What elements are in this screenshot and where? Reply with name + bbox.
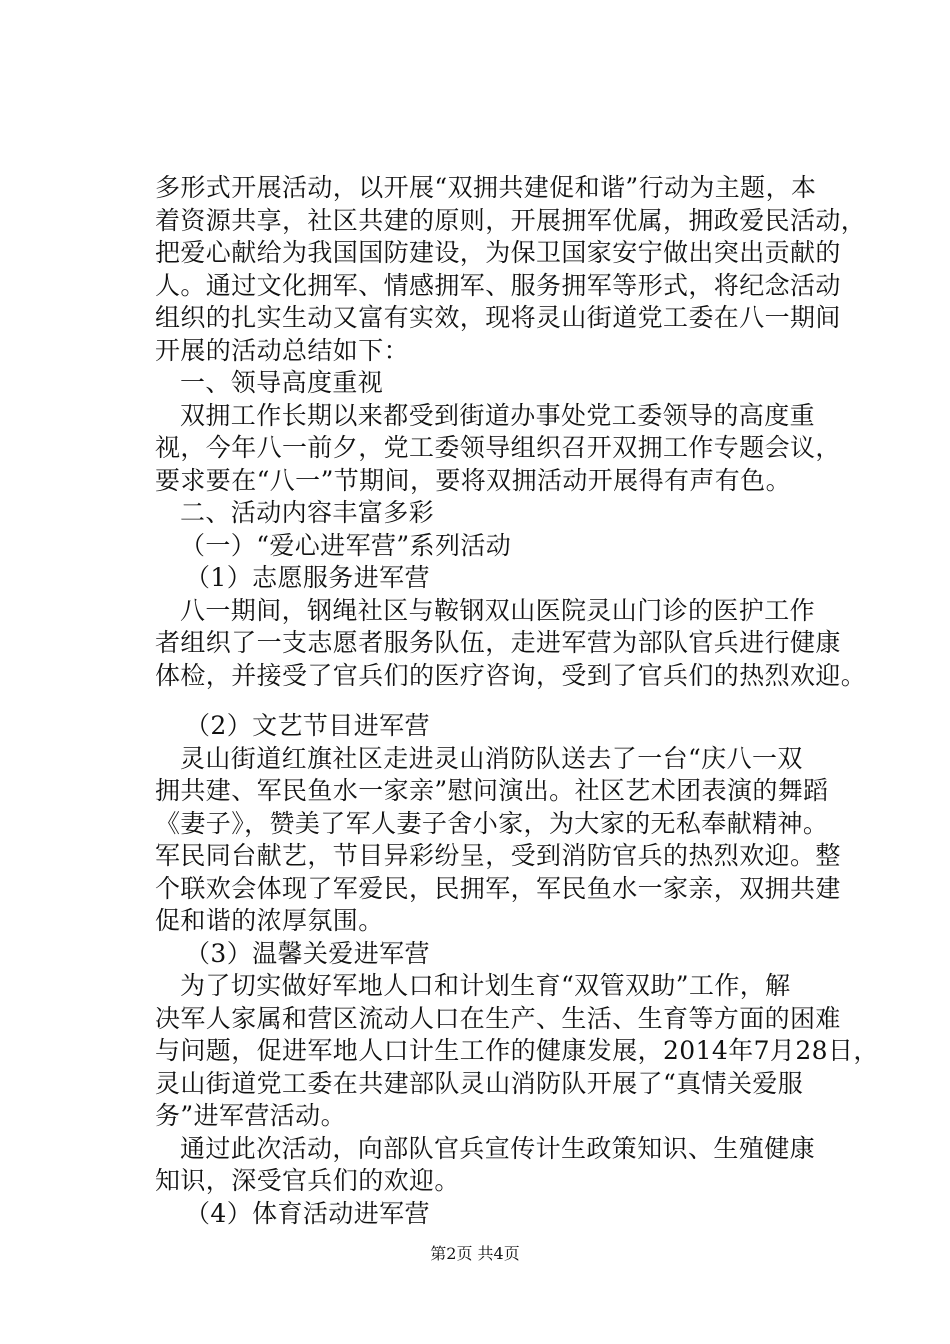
paragraph-line: 决军人家属和营区流动人口在生产、生活、生育等方面的困难 — [155, 1003, 841, 1033]
paragraph-line: 个联欢会体现了军爱民，民拥军，军民鱼水一家亲，双拥共建 — [155, 873, 841, 903]
paragraph-line: 着资源共享，社区共建的原则，开展拥军优属，拥政爱民活动， — [155, 205, 867, 235]
paragraph-line: 视，今年八一前夕，党工委领导组织召开双拥工作专题会议， — [155, 433, 841, 462]
paragraph-line: 知识，深受官兵们的欢迎。 — [155, 1166, 460, 1195]
paragraph-line: 多形式开展活动，以开展“双拥共建促和谐”行动为主题，本 — [155, 173, 817, 202]
item-heading: （2）文艺节目进军营 — [185, 711, 430, 740]
section-heading: 二、活动内容丰富多彩 — [180, 498, 435, 527]
paragraph-line: 与问题，促进军地人口计生工作的健康发展，2014年7月28日， — [155, 1036, 879, 1065]
paragraph-line: 通过此次活动，向部队官兵宣传计生政策知识、生殖健康 — [180, 1133, 816, 1163]
paragraph-line: 拥共建、军民鱼水一家亲”慰问演出。社区艺术团表演的舞蹈 — [155, 776, 829, 805]
paragraph-line: 把爱心献给为我国国防建设，为保卫国家安宁做出突出贡献的 — [155, 238, 841, 267]
section-heading: 一、领导高度重视 — [180, 368, 384, 397]
paragraph-gap — [155, 692, 855, 710]
paragraph-line: 军民同台献艺，节目异彩纷呈，受到消防官兵的热烈欢迎。整 — [155, 841, 841, 870]
paragraph-line: 人。通过文化拥军、情感拥军、服务拥军等形式，将纪念活动 — [155, 270, 841, 300]
page-footer: 第2页 共4页 — [430, 1244, 520, 1263]
paragraph-line: 双拥工作长期以来都受到街道办事处党工委领导的高度重 — [180, 400, 816, 430]
item-heading: （1）志愿服务进军营 — [185, 563, 430, 592]
subsection-heading: （一）“爱心进军营”系列活动 — [180, 530, 512, 560]
paragraph-line: 组织的扎实生动又富有实效，现将灵山街道党工委在八一期间 — [155, 303, 841, 332]
paragraph-line: 为了切实做好军地人口和计划生育“双管双助”工作，解 — [180, 971, 791, 1000]
paragraph-line: 者组织了一支志愿者服务队伍，走进军营为部队官兵进行健康 — [155, 628, 841, 657]
paragraph-line: 开展的活动总结如下： — [155, 335, 410, 365]
paragraph-line: 灵山街道红旗社区走进灵山消防队送去了一台“庆八一双 — [180, 743, 803, 773]
paragraph-line: 要求要在“八一”节期间，要将双拥活动开展得有声有色。 — [155, 465, 791, 495]
paragraph-line: 体检，并接受了官兵们的医疗咨询，受到了官兵们的热烈欢迎。 — [155, 660, 867, 690]
paragraph-line: 八一期间，钢绳社区与鞍钢双山医院灵山门诊的医护工作 — [180, 595, 816, 625]
item-heading: （3）温馨关爱进军营 — [185, 938, 430, 968]
paragraph-line: 促和谐的浓厚氛围。 — [155, 906, 384, 935]
paragraph-line: 《妻子》，赞美了军人妻子舍小家，为大家的无私奉献精神。 — [155, 808, 829, 838]
paragraph-line: 务”进军营活动。 — [155, 1101, 346, 1130]
document-body — [155, 172, 879, 1230]
paragraph-line: 灵山街道党工委在共建部队灵山消防队开展了“真情关爱服 — [155, 1068, 804, 1098]
item-heading: （4）体育活动进军营 — [185, 1198, 430, 1228]
